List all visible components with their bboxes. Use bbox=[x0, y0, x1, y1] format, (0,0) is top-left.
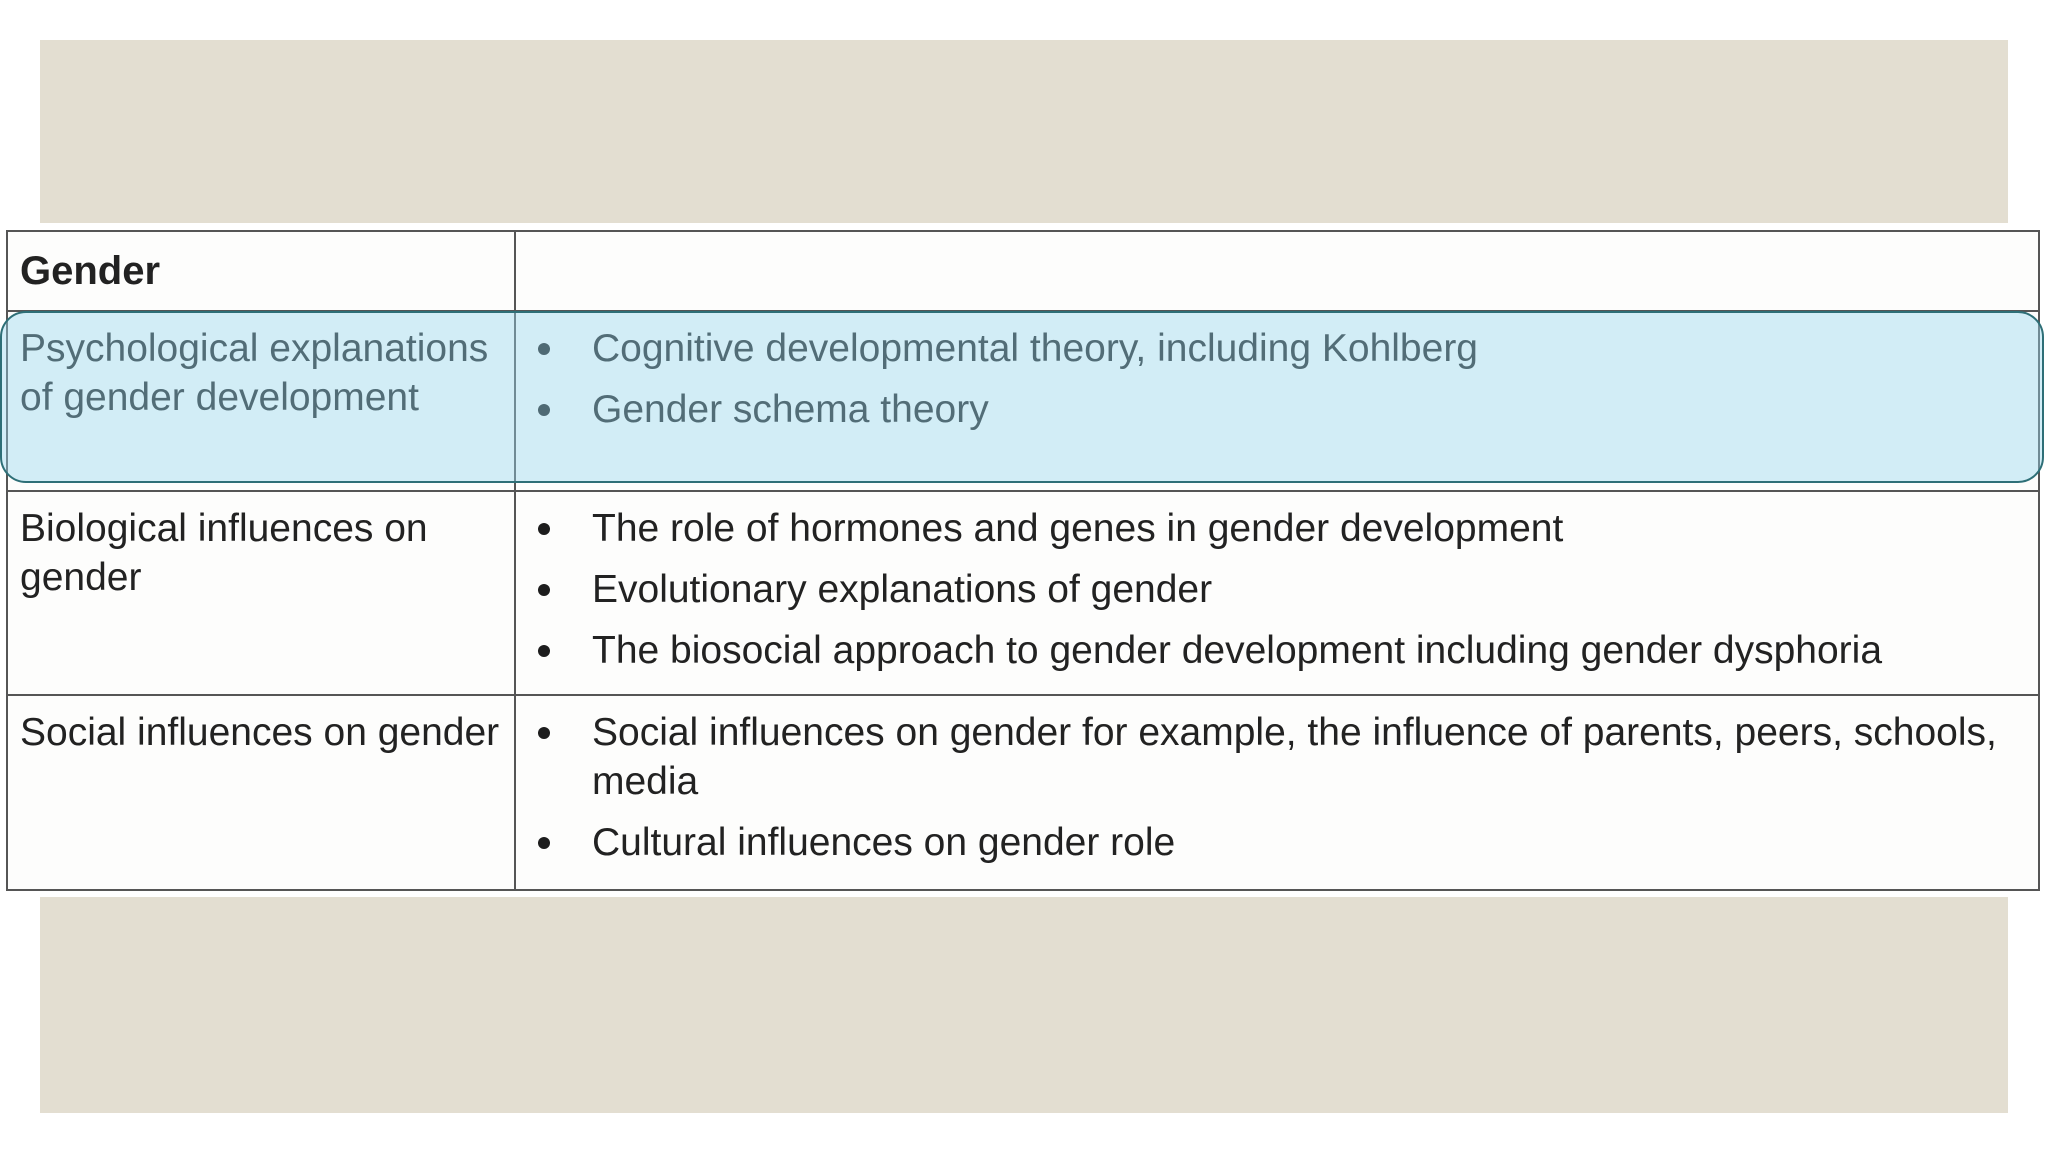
bullet-item bbox=[530, 324, 2026, 373]
bullet-dot-icon bbox=[538, 727, 550, 739]
bullet-item bbox=[530, 565, 2026, 614]
bullet-item bbox=[530, 385, 2026, 434]
bullet-text: Cognitive developmental theory, including Kohlberg bbox=[592, 327, 1478, 370]
top-background-band bbox=[40, 40, 2008, 223]
bullet-item bbox=[530, 708, 2026, 806]
bullet-dot-icon bbox=[538, 523, 550, 535]
table-header-empty-cell bbox=[515, 231, 2039, 311]
bullet-text: Cultural influences on gender role bbox=[592, 821, 1176, 864]
bottom-background-band bbox=[40, 897, 2008, 1113]
table-row bbox=[7, 491, 2039, 695]
bullet-text: Social influences on gender for example, the influence of parents, peers, schools, media bbox=[592, 711, 1997, 803]
bullet-list bbox=[530, 324, 2026, 434]
bullet-text: The biosocial approach to gender development including gender dysphoria bbox=[592, 629, 1883, 672]
topic-cell: Social influences on gender bbox=[7, 695, 515, 890]
table-row bbox=[7, 311, 2039, 491]
table-title-cell bbox=[7, 231, 515, 311]
bullet-list bbox=[530, 708, 2026, 867]
bullet-dot-icon bbox=[538, 584, 550, 596]
bullet-dot-icon bbox=[538, 343, 550, 355]
bullet-item bbox=[530, 626, 2026, 675]
bullet-text: Evolutionary explanations of gender bbox=[592, 568, 1213, 611]
bullet-list bbox=[530, 504, 2026, 675]
bullet-dot-icon bbox=[538, 645, 550, 657]
bullet-dot-icon bbox=[538, 404, 550, 416]
table-header-row bbox=[7, 231, 2039, 311]
topic-cell: Psychological explanations of gender development bbox=[7, 311, 515, 491]
gender-spec-table bbox=[6, 230, 2040, 891]
topic-cell: Biological influences on gender bbox=[7, 491, 515, 695]
table-row bbox=[7, 695, 2039, 890]
bullet-text: Gender schema theory bbox=[592, 388, 989, 431]
table-title: Gender bbox=[20, 248, 161, 293]
bullet-text: The role of hormones and genes in gender development bbox=[592, 507, 1564, 550]
content-cell bbox=[515, 491, 2039, 695]
content-cell bbox=[515, 311, 2039, 491]
bullet-item bbox=[530, 504, 2026, 553]
bullet-dot-icon bbox=[538, 837, 550, 849]
content-cell bbox=[515, 695, 2039, 890]
bullet-item bbox=[530, 818, 2026, 867]
